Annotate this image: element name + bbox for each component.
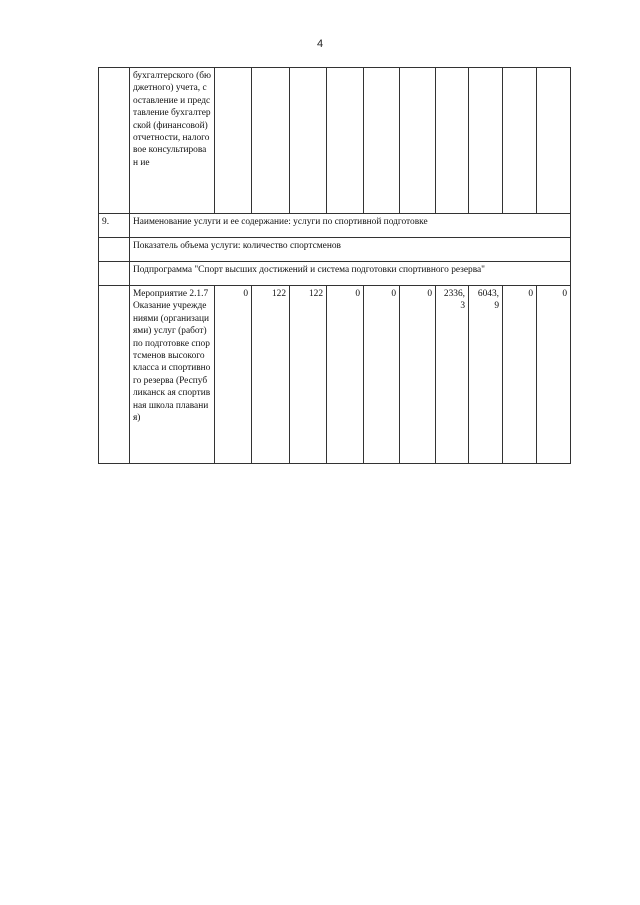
table-row-subprogram <box>99 262 571 286</box>
value-cell <box>537 68 571 214</box>
value-cell: 2336, 3 <box>436 286 469 464</box>
row-index: 9. <box>99 214 130 238</box>
subprogram-name: Подпрограмма "Спорт высших достижений и система подготовки спортивного резерва" <box>130 262 571 286</box>
value-cell: 0 <box>364 286 400 464</box>
index-cell-empty <box>99 286 130 464</box>
value-cell <box>252 68 290 214</box>
value-cell <box>327 68 364 214</box>
budget-table <box>98 67 571 464</box>
table-row-measure <box>99 286 571 464</box>
value-cell: 6043, 9 <box>469 286 503 464</box>
value-cell: 0 <box>327 286 364 464</box>
value-cell: 0 <box>400 286 436 464</box>
page-number: 4 <box>316 38 324 50</box>
service-name: Наименование услуги и ее содержание: услуги по спортивной подготовке <box>130 214 571 238</box>
value-cell <box>469 68 503 214</box>
table-row-indicator <box>99 238 571 262</box>
indicator-name: Показатель объема услуги: количество спортсменов <box>130 238 571 262</box>
value-cell <box>503 68 537 214</box>
index-cell-empty <box>99 238 130 262</box>
value-cell <box>364 68 400 214</box>
value-cell <box>215 68 252 214</box>
value-cell: 122 <box>290 286 327 464</box>
value-cell: 0 <box>215 286 252 464</box>
value-cell: 122 <box>252 286 290 464</box>
table-row-service <box>99 214 571 238</box>
index-cell-empty <box>99 68 130 214</box>
value-cell <box>400 68 436 214</box>
index-cell-empty <box>99 262 130 286</box>
value-cell: 0 <box>537 286 571 464</box>
value-cell: 0 <box>503 286 537 464</box>
value-cell <box>436 68 469 214</box>
description-cell: бухгалтерского (бюджетного) учета, составление и представление бухгалтерской (финансовой) отчетности, налоговое консультирован ие <box>130 68 215 214</box>
value-cell <box>290 68 327 214</box>
table-row-continued <box>99 68 571 214</box>
measure-description: Мероприятие 2.1.7 Оказание учреждениями (организациями) услуг (работ) по подготовке спортсменов высокого класса и спортивного резерва (Республиканск ая спортивная школа плавания) <box>130 286 215 464</box>
